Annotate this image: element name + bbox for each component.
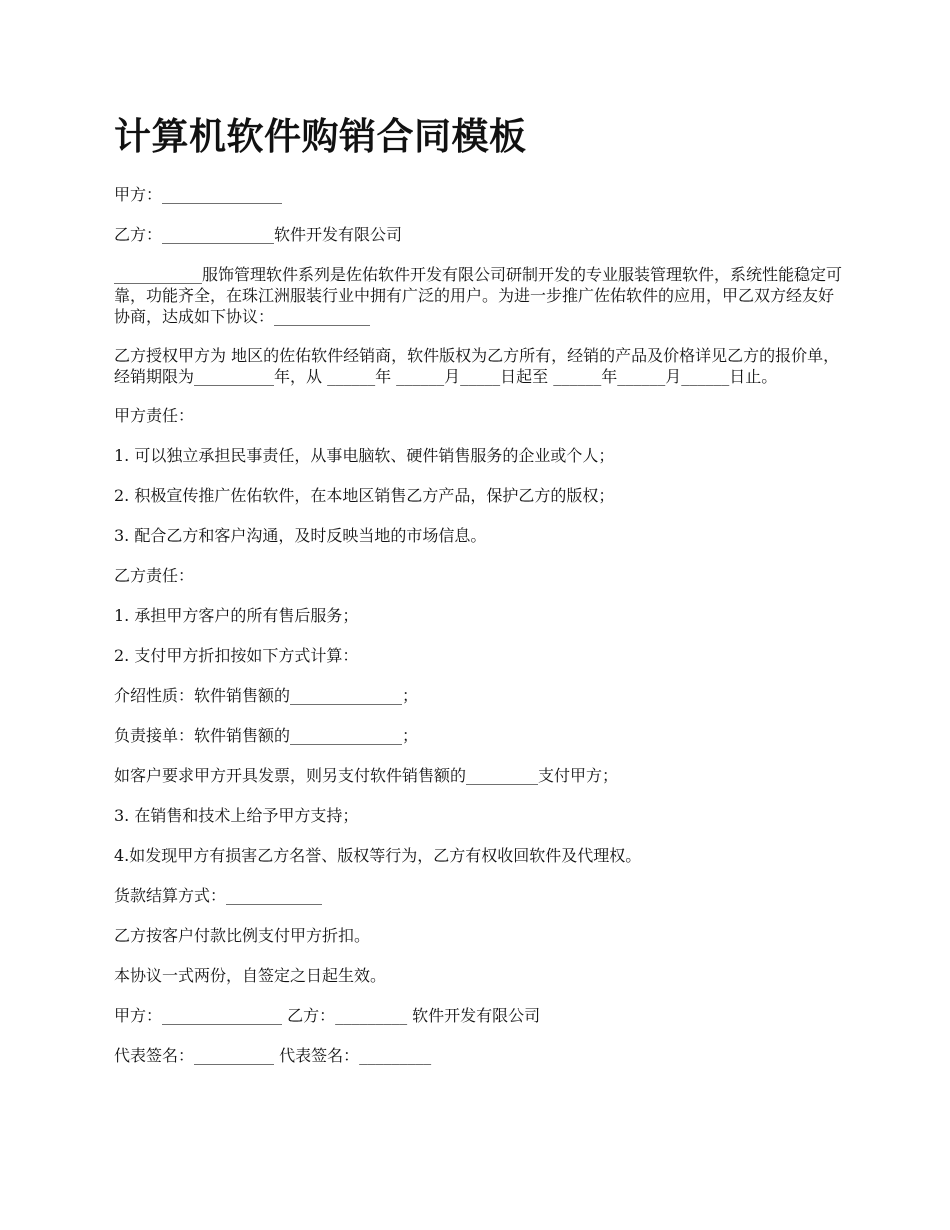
party-b-duty-1: 1. 承担甲方客户的所有售后服务； [114, 606, 359, 625]
party-a-duty-3: 3. 配合乙方和客户沟通，及时反映当地的市场信息。 [114, 526, 487, 545]
party-a-duties-heading: 甲方责任： [114, 406, 195, 425]
payment-ratio-line: 乙方按客户付款比例支付甲方折扣。 [114, 926, 371, 945]
order-rate-line: 负责接单：软件销售额的______________； [114, 726, 419, 745]
referral-rate-line: 介绍性质：软件销售额的______________； [114, 686, 419, 705]
authorization-paragraph: 乙方授权甲方为 地区的佐佑软件经销商，软件版权为乙方所有，经销的产品及价格详见乙方的报价单，经销期限为__________年，从 ______年 ______月_____日起至 ______年______月______日止。 [114, 346, 840, 386]
party-b-duty-2: 2. 支付甲方折扣按如下方式计算： [114, 646, 359, 665]
party-a-duty-1: 1. 可以独立承担民事责任，从事电脑软、硬件销售服务的企业或个人； [114, 446, 615, 465]
party-b-duty-4: 4.如发现甲方有损害乙方名誉、版权等行为，乙方有权收回软件及代理权。 [114, 846, 642, 865]
document-title: 计算机软件购销合同模板 [114, 115, 527, 158]
invoice-rate-line: 如客户要求甲方开具发票，则另支付软件销售额的_________支付甲方； [114, 766, 619, 785]
party-b-duty-3: 3. 在销售和技术上给予甲方支持； [114, 806, 359, 825]
party-a-line: 甲方：_______________ [114, 185, 283, 204]
representative-signature-line: 代表签名：__________ 代表签名：_________ [114, 1046, 432, 1065]
document-page [114, 112, 844, 1085]
party-a-duty-2: 2. 积极宣传推广佐佑软件，在本地区销售乙方产品，保护乙方的版权； [114, 486, 615, 505]
intro-paragraph: ___________服饰管理软件系列是佐佑软件开发有限公司研制开发的专业服装管理软件，系统性能稳定可靠，功能齐全，在珠江洲服装行业中拥有广泛的用户。为进一步推广佐佑软件的应用，甲乙双方经友好协商，达成如下协议：____________ [114, 265, 843, 326]
effectiveness-line: 本协议一式两份，自签定之日起生效。 [114, 966, 387, 985]
party-b-duties-heading: 乙方责任： [114, 566, 195, 585]
payment-method-line: 货款结算方式：____________ [114, 886, 323, 905]
signature-parties-line: 甲方：_______________ 乙方：_________ 软件开发有限公司 [114, 1006, 541, 1025]
party-b-line: 乙方：______________软件开发有限公司 [114, 225, 403, 244]
